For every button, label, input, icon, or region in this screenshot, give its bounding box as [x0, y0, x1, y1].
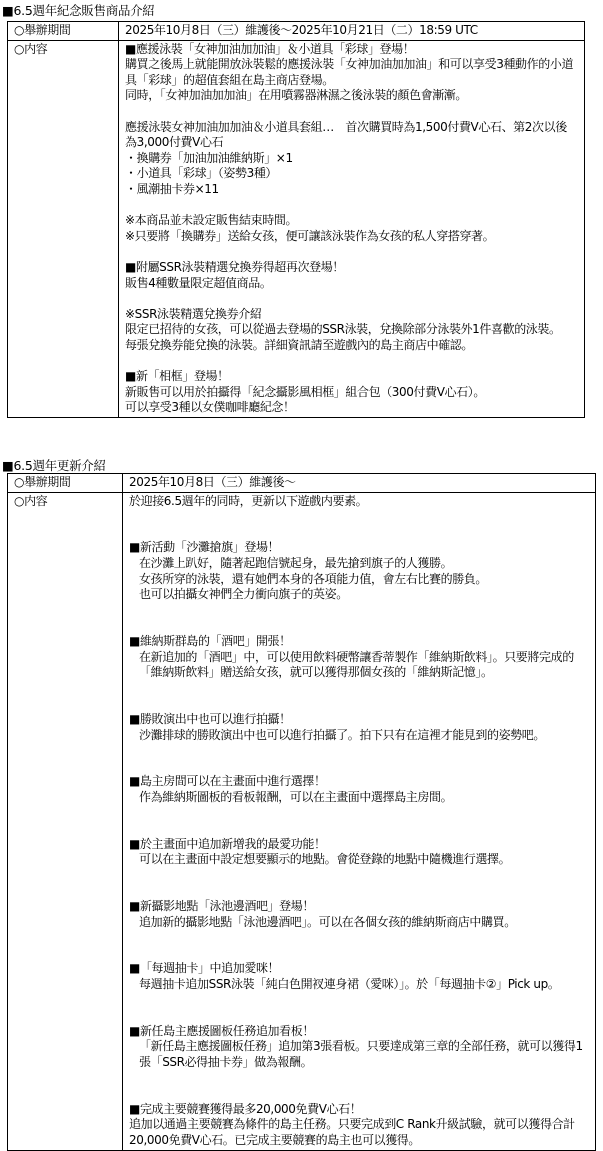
spacer [129, 759, 589, 775]
item-body: 也可以拍攝女神們全力衝向旗子的英姿。 [139, 587, 348, 602]
content-line: ■附屬SSR泳裝精選兌換券得超再次登場！ [125, 259, 344, 274]
spacer [129, 743, 589, 759]
item-heading: ■於主畫面中追加新增我的最愛功能！ [129, 836, 326, 851]
spacer [125, 244, 578, 260]
item-heading: ■新活動「沙灘搶旗」登場！ [129, 540, 280, 555]
content-label: ○内容 [8, 40, 119, 417]
content-line: 每張兌換券能兌換的泳裝。詳細資訊請至遊戲內的島主商店中確認。 [125, 337, 474, 352]
item-heading: ■「每週抽卡」中追加愛咪！ [129, 961, 280, 976]
item-heading: ■島主房間可以在主畫面中進行選擇！ [129, 774, 326, 789]
item-heading: ■完成主要競賽獲得最多20,000免費V心石！ [129, 1101, 362, 1116]
anniversary-sale-table [7, 21, 585, 418]
content-line: ※本商品並未設定販售結束時間。 [125, 213, 298, 228]
spacer [129, 696, 589, 712]
item-body: 作為維納斯圖板的看板報酬，可以在主畫面中選擇島主房間。 [139, 789, 453, 804]
item-body: 在新追加的「酒吧」中，可以使用飲料硬幣讓香蒂製作「維納斯飲料」。只要將完成的「維納斯飲料」贈送給女孩，就可以獲得那個女孩的「維納斯記憶」。 [139, 649, 574, 680]
section-title-anniversary-sale: ■6.5週年紀念販售商品介紹 [2, 3, 155, 18]
item-heading: ■新攝影地點「泳池邊酒吧」登場！ [129, 899, 314, 914]
intro-text: 於迎接6.5週年的同時，更新以下遊戲内要素。 [129, 493, 368, 508]
content-cell [119, 40, 585, 417]
content-line: 應援泳裝女神加油加加油＆小道具套組… 首次購買時為1,500付費V心石、第2次以後為3,000付費V心石 [125, 119, 567, 150]
spacer [125, 198, 578, 214]
spacer [129, 805, 589, 821]
content-cell [123, 492, 596, 1150]
section-title-anniversary-update: ■6.5週年更新介紹 [2, 458, 106, 473]
item-body: 在沙灘上趴好，隨著起跑信號起身，最先搶到旗子的人獲勝。 [139, 555, 453, 570]
content-line: 販售4種數量限定超值商品。 [125, 275, 272, 290]
item-body: 追加以通過主要競賽為條件的島主任務。只要完成到C Rank升級試驗，就可以獲得合計20,000免費V心石。已完成主要競賽的島主也可以獲得。 [129, 1117, 575, 1147]
item-body: 可以在主畫面中設定想要顯示的地點。會從登錄的地點中隨機進行選擇。 [139, 852, 511, 867]
spacer [129, 1008, 589, 1024]
spacer [129, 681, 589, 697]
content-line: 可以享受3種以女僕咖啡廳紀念！ [125, 400, 295, 415]
content-line: 購買之後馬上就能開放泳裝鬆的應援泳裝「女神加油加加油」和可以享受3種動作的小道具「彩球」的超值套組在島主商店登場。 [125, 57, 574, 87]
table-row-period [8, 22, 585, 41]
content-label: ○内容 [8, 492, 123, 1150]
spacer [129, 883, 589, 899]
item-body: 女孩所穿的泳裝，還有她們本身的各項能力值，會左右比賽的勝負。 [139, 571, 488, 586]
period-value: 2025年10月8日（三）維護後～ [123, 474, 596, 493]
anniversary-update-table [7, 473, 596, 1151]
spacer [129, 868, 589, 884]
item-body: 「新任島主應援圖板任務」追加第3張看板。只要達成第三章的全部任務，就可以獲得1張「SSR必得抽卡券」做為報酬。 [139, 1039, 583, 1069]
content-line: 新販售可以用於拍攝得「紀念攝影風相框」組合包（300付費V心石）。 [125, 384, 485, 399]
item-body: 每週抽卡追加SSR泳裝「純白色開衩連身裙（愛咪）」。於「每週抽卡②」Pick up。 [139, 977, 560, 991]
item-heading: ■新任島主應援圖板任務追加看板！ [129, 1023, 314, 1038]
spacer [125, 104, 578, 120]
period-label: ○舉辦期間 [8, 474, 123, 493]
table-row-content [8, 492, 596, 1150]
table-row-content [8, 40, 585, 417]
spacer [125, 291, 578, 307]
content-line: ※SSR泳裝精選兌換券介紹 [125, 306, 262, 321]
spacer [129, 930, 589, 946]
content-line: ■新「相框」登場！ [125, 369, 229, 384]
period-value: 2025年10月8日（三）維護後～2025年10月21日（二）18:59 UTC [119, 22, 585, 41]
spacer [129, 509, 589, 525]
table-row-period [8, 474, 596, 493]
item-body: 追加新的攝影地點「泳池邊酒吧」。可以在各個女孩的維納斯商店中購買。 [139, 914, 516, 929]
spacer [129, 821, 589, 837]
period-label: ○舉辦期間 [8, 22, 119, 41]
content-line: ・換購券「加油加油維納斯」×1 [125, 150, 293, 165]
content-line: 限定已招待的女孩，可以從過去登場的SSR泳裝，兌換除部分泳裝外1件喜歡的泳裝。 [125, 322, 561, 337]
spacer [129, 993, 589, 1009]
content-line: ・風潮抽卡券×11 [125, 181, 219, 196]
content-line: 同時，「女神加油加加油」在用噴霧器淋濕之後泳裝的顏色會漸漸。 [125, 88, 468, 103]
spacer [129, 618, 589, 634]
spacer [129, 946, 589, 962]
item-heading: ■維納斯群島的「酒吧」開張！ [129, 633, 291, 648]
item-heading: ■勝敗演出中也可以進行拍攝！ [129, 711, 291, 726]
content-line: ・小道具「彩球」（姿勢3種） [125, 166, 278, 181]
content-line: ※只要將「換購券」送給女孩，便可讓該泳裝作為女孩的私人穿搭穿著。 [125, 228, 495, 243]
item-body: 沙灘排球的勝敗演出中也可以進行拍攝了。拍下只有在這裡才能見到的姿勢吧。 [139, 727, 546, 742]
content-line: ■應援泳裝「女神加油加加油」＆小道具「彩球」登場！ [125, 41, 415, 56]
spacer [129, 1071, 589, 1087]
spacer [129, 1086, 589, 1102]
spacer [125, 353, 578, 369]
spacer [129, 603, 589, 619]
spacer [129, 525, 589, 541]
